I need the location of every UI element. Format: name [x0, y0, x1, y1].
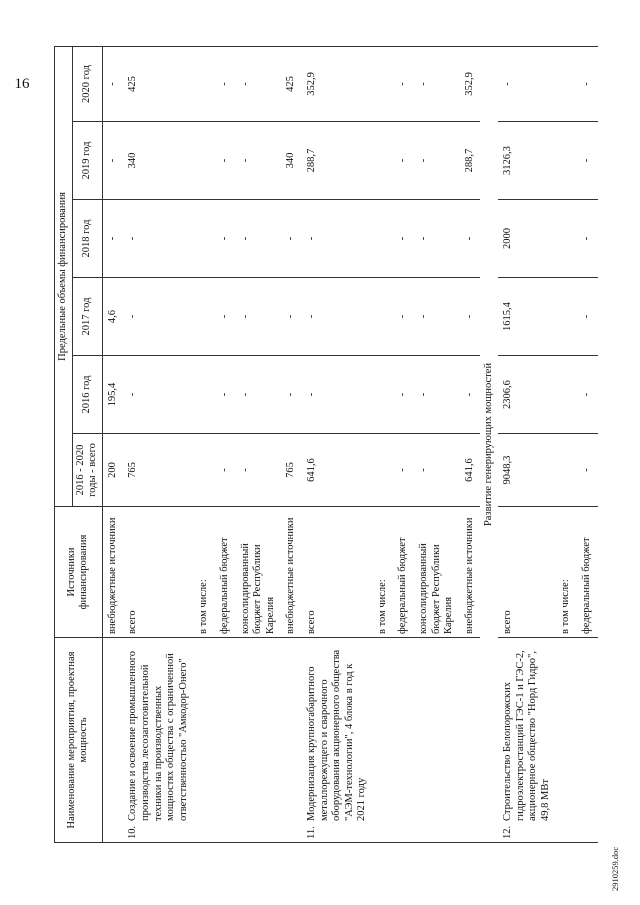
- header-2016: 2016 год: [72, 356, 102, 434]
- funding-source: всего: [498, 507, 556, 638]
- value-2017: -: [236, 278, 282, 356]
- table-row: [281, 46, 302, 842]
- value-2020: -: [577, 46, 598, 121]
- table-row: [215, 46, 236, 842]
- value-total: 641,6: [460, 434, 481, 507]
- value-total: -: [236, 434, 282, 507]
- measure-name: Создание и освоение промышленного производства лесозаготовительной техники на производственных мощностях общества с ограниченной ответственностью "Амкодор-Онего": [127, 651, 189, 821]
- funding-source: в том числе:: [194, 507, 215, 638]
- value-2018: -: [414, 200, 460, 278]
- value-2018: -: [236, 200, 282, 278]
- value-2019: [556, 122, 577, 200]
- table-row: [393, 46, 414, 842]
- funding-table: [54, 46, 598, 843]
- measure-cell: [373, 638, 394, 843]
- funding-source: внебюджетные источники: [102, 507, 123, 638]
- header-2017: 2017 год: [72, 278, 102, 356]
- value-2017: 4,6: [102, 278, 123, 356]
- value-2017: [194, 278, 215, 356]
- value-2019: 288,7: [302, 122, 373, 200]
- value-2019: -: [236, 122, 282, 200]
- measure-cell: [215, 638, 236, 843]
- funding-source: в том числе:: [556, 507, 577, 638]
- funding-source: федеральный бюджет: [393, 507, 414, 638]
- measure-name: Модернизация крупногабаритного металлорежущего и сварочного оборудования акционерного общества "АЭМ-технологии", 4 блока в год к 2021 году: [305, 649, 368, 821]
- value-2016: -: [281, 356, 302, 434]
- value-2018: -: [460, 200, 481, 278]
- header-limits: Предельные объемы финансирования: [55, 46, 73, 506]
- value-2019: -: [393, 122, 414, 200]
- value-total: 765: [123, 434, 194, 507]
- value-2016: [373, 356, 394, 434]
- value-2017: -: [393, 278, 414, 356]
- table-row: [556, 46, 577, 842]
- value-2020: 352,9: [460, 46, 481, 121]
- value-2020: -: [102, 46, 123, 121]
- value-2019: -: [215, 122, 236, 200]
- funding-source: внебюджетные источники: [281, 507, 302, 638]
- value-2016: -: [236, 356, 282, 434]
- value-2017: -: [577, 278, 598, 356]
- value-2020: [373, 46, 394, 121]
- value-2016: -: [460, 356, 481, 434]
- value-2017: [556, 278, 577, 356]
- value-2019: 340: [123, 122, 194, 200]
- table-row: [414, 46, 460, 842]
- value-total: 765: [281, 434, 302, 507]
- table-row: [577, 46, 598, 842]
- funding-source: всего: [302, 507, 373, 638]
- value-2016: -: [414, 356, 460, 434]
- value-2019: [194, 122, 215, 200]
- measure-cell: [498, 638, 556, 843]
- header-sources: Источники финансирования: [55, 507, 103, 638]
- table-row: [123, 46, 194, 842]
- header-2020: 2020 год: [72, 46, 102, 121]
- value-2017: -: [414, 278, 460, 356]
- measure-cell: [393, 638, 414, 843]
- table-row: [373, 46, 394, 842]
- value-2016: 2306,6: [498, 356, 556, 434]
- value-2016: [194, 356, 215, 434]
- value-2018: 2000: [498, 200, 556, 278]
- value-2019: 340: [281, 122, 302, 200]
- table-row: [236, 46, 282, 842]
- value-2017: 1615,4: [498, 278, 556, 356]
- measure-cell: [460, 638, 481, 843]
- value-total: 9048,3: [498, 434, 556, 507]
- value-2018: -: [102, 200, 123, 278]
- value-2020: 425: [281, 46, 302, 121]
- measure-number: 12.: [502, 825, 514, 839]
- value-2016: -: [215, 356, 236, 434]
- section-header: [480, 46, 498, 842]
- measure-cell: [302, 638, 373, 843]
- value-2016: [556, 356, 577, 434]
- measure-cell: [414, 638, 460, 843]
- value-2016: -: [577, 356, 598, 434]
- value-total: 200: [102, 434, 123, 507]
- value-2018: -: [393, 200, 414, 278]
- table-body-generation: [498, 46, 598, 842]
- header-name: Наименование мероприятия, проектная мощность: [55, 638, 103, 843]
- value-2016: -: [123, 356, 194, 434]
- value-total: [556, 434, 577, 507]
- value-2018: -: [302, 200, 373, 278]
- section-title: Развитие генерирующих мощностей: [480, 46, 498, 842]
- funding-source: федеральный бюджет: [215, 507, 236, 638]
- measure-cell: [102, 638, 123, 843]
- measure-cell: [577, 638, 598, 843]
- table-header: [55, 46, 103, 842]
- value-2019: 288,7: [460, 122, 481, 200]
- value-2017: [373, 278, 394, 356]
- funding-source: консолидированный бюджет Республики Карелия: [414, 507, 460, 638]
- value-2018: -: [577, 200, 598, 278]
- value-2019: -: [414, 122, 460, 200]
- footer-filename: 2910259.doc: [610, 846, 620, 891]
- value-2020: [194, 46, 215, 121]
- table-row: [498, 46, 556, 842]
- funding-source: всего: [123, 507, 194, 638]
- value-2017: -: [302, 278, 373, 356]
- measure-number: 11.: [305, 826, 317, 839]
- table-body: [102, 46, 480, 842]
- value-2018: -: [281, 200, 302, 278]
- value-2017: -: [460, 278, 481, 356]
- table-row: [194, 46, 215, 842]
- value-2020: -: [498, 46, 556, 121]
- value-2019: 3126,3: [498, 122, 556, 200]
- value-2020: [556, 46, 577, 121]
- measure-cell: [236, 638, 282, 843]
- value-total: [194, 434, 215, 507]
- value-total: [373, 434, 394, 507]
- value-2018: [194, 200, 215, 278]
- value-2017: -: [281, 278, 302, 356]
- value-total: -: [577, 434, 598, 507]
- value-total: -: [393, 434, 414, 507]
- measure-cell: [123, 638, 194, 843]
- value-total: -: [215, 434, 236, 507]
- table-row: [302, 46, 373, 842]
- value-2019: -: [577, 122, 598, 200]
- value-2019: -: [102, 122, 123, 200]
- value-2020: 352,9: [302, 46, 373, 121]
- value-2020: -: [414, 46, 460, 121]
- value-2020: -: [393, 46, 414, 121]
- value-2017: -: [123, 278, 194, 356]
- table-row: [460, 46, 481, 842]
- funding-source: внебюджетные источники: [460, 507, 481, 638]
- measure-cell: [556, 638, 577, 843]
- value-2016: -: [393, 356, 414, 434]
- funding-source: в том числе:: [373, 507, 394, 638]
- value-2016: -: [302, 356, 373, 434]
- measure-cell: [194, 638, 215, 843]
- value-2018: [373, 200, 394, 278]
- header-2019: 2019 год: [72, 122, 102, 200]
- header-total: 2016 - 2020 годы - всего: [72, 434, 102, 507]
- funding-source: консолидированный бюджет Республики Карелия: [236, 507, 282, 638]
- value-2019: [373, 122, 394, 200]
- value-2016: 195,4: [102, 356, 123, 434]
- value-2018: -: [215, 200, 236, 278]
- funding-source: федеральный бюджет: [577, 507, 598, 638]
- value-2020: -: [215, 46, 236, 121]
- page-number: 16: [14, 76, 30, 92]
- value-2020: 425: [123, 46, 194, 121]
- measure-number: 10.: [127, 825, 139, 839]
- measure-cell: [281, 638, 302, 843]
- table-row: [102, 46, 123, 842]
- value-2018: -: [123, 200, 194, 278]
- header-2018: 2018 год: [72, 200, 102, 278]
- value-2020: -: [236, 46, 282, 121]
- value-total: -: [414, 434, 460, 507]
- value-2018: [556, 200, 577, 278]
- value-2017: -: [215, 278, 236, 356]
- value-total: 641,6: [302, 434, 373, 507]
- measure-name: Строительство Белопорожских гидроэлектростанций ГЭС-1 и ГЭС-2, акционерное общество "Норд Гидро", 49,8 МВт: [502, 650, 551, 821]
